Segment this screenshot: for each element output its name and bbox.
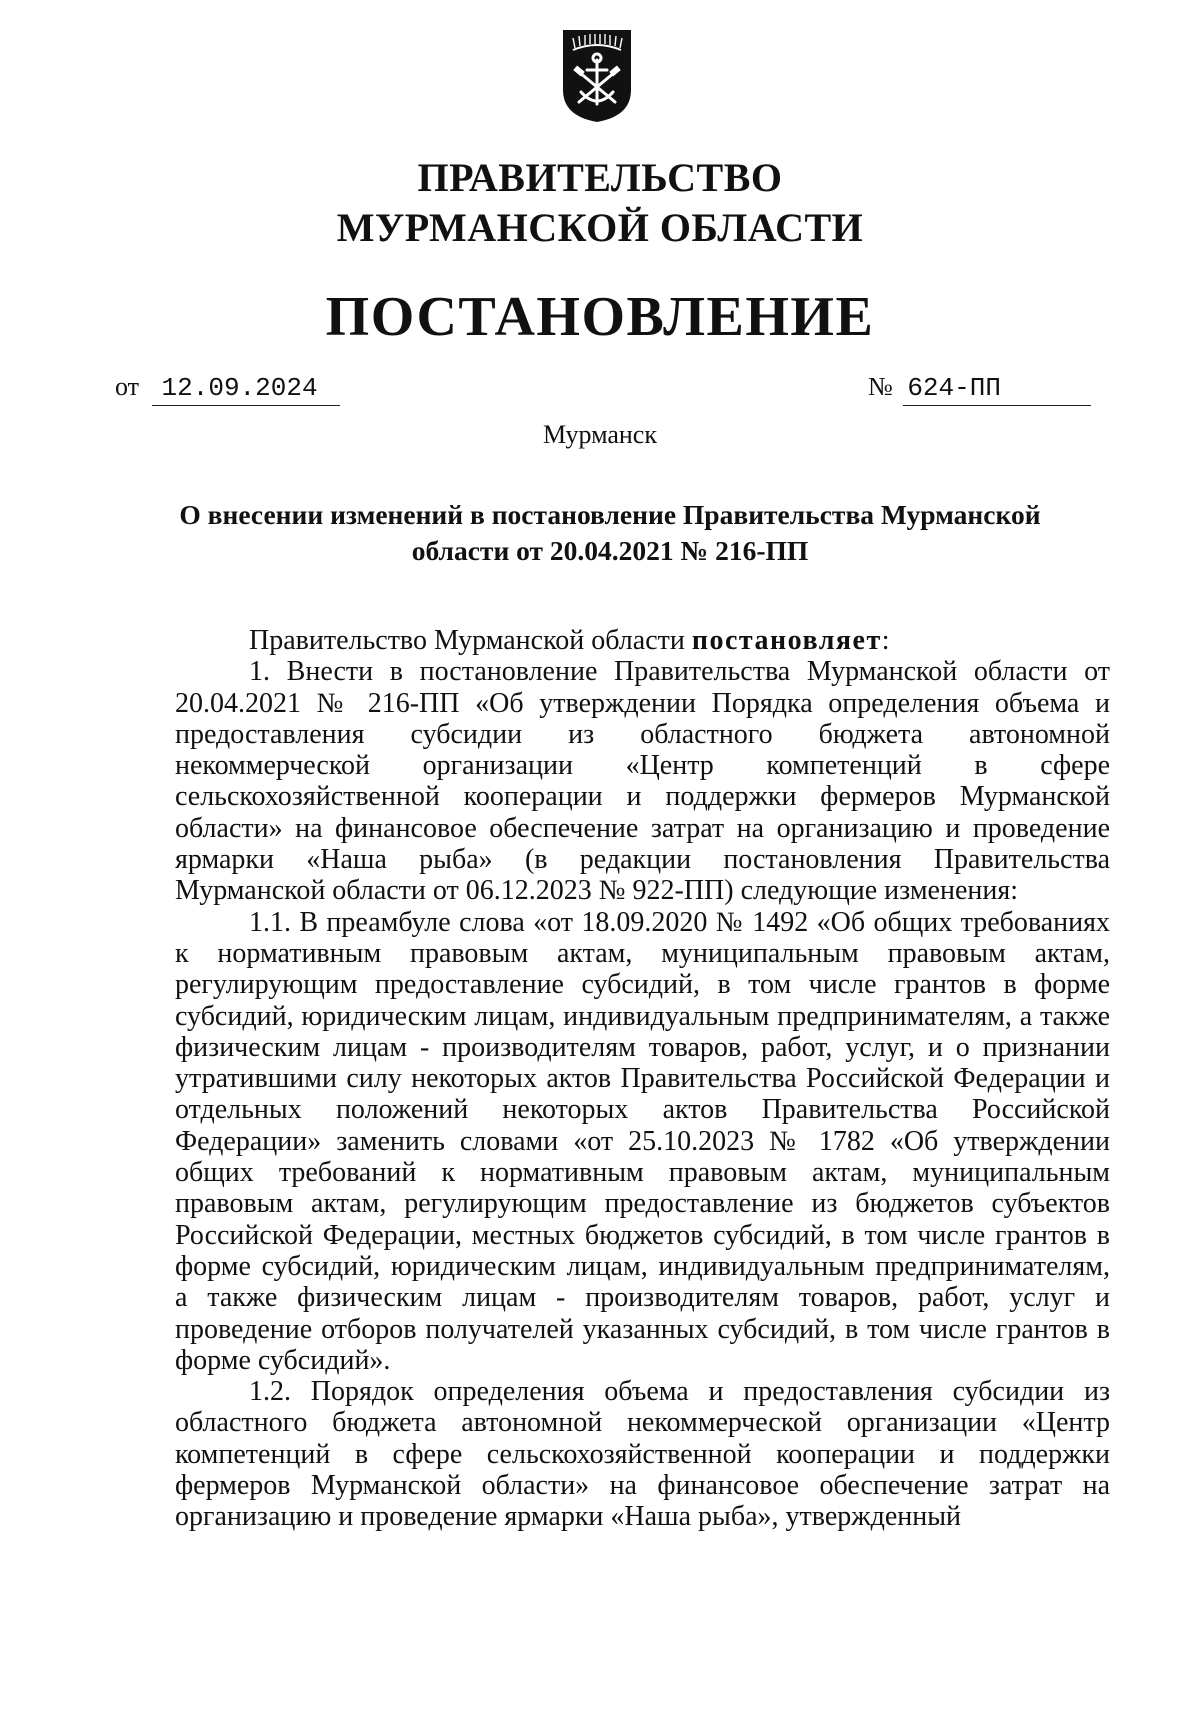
document-number: 624-ПП — [903, 371, 1091, 406]
paragraph-1-2: 1.2. Порядок определения объема и предоставления субсидии из областного бюджета автономной некоммерческой организации «Центр компетенций в сфере сельскохозяйственной кооперации и поддержки фермеров Мурманской области» на финансовое обеспечение затрат на организацию и проведение ярмарки «Наша рыба», утвержденный — [175, 1376, 1110, 1533]
number-field — [868, 370, 1091, 406]
government-name-line-1: ПРАВИТЕЛЬСТВО — [417, 155, 783, 200]
paragraph-1-1: 1.1. В преамбуле слова «от 18.09.2020 № 1492 «Об общих требованиях к нормативным правовым актам, муниципальным правовым актам, регулирующим предоставление субсидий, в том числе грантов в форме субсидий, юридическим лицам, индивидуальным предпринимателям, а также физическим лицам - производителям товаров, работ, услуг, и о признании утратившими силу некоторых актов Правительства Российской Федерации и отдельных положений некоторых актов Правительства Российской Федерации» заменить словами «от 25.10.2023 № 1782 «Об утверждении общих требований к нормативным правовым актам, муниципальным правовым актам, регулирующим предоставление из бюджетов субъектов Российской Федерации, местных бюджетов субсидий, в том числе грантов в форме субсидий, юридическим лицам, индивидуальным предпринимателям, а также физическим лицам - производителям товаров, работ, услуг и проведение отборов получателей указанных субсидий, в том числе грантов в форме субсидий». — [175, 906, 1110, 1376]
date-prefix: от — [115, 372, 140, 401]
coat-of-arms-icon — [561, 28, 633, 124]
intro-colon: : — [881, 625, 890, 656]
subject-line-2: области от 20.04.2021 № 216-ПП — [411, 535, 809, 566]
city-name: Мурманск — [543, 420, 657, 449]
document-body — [175, 625, 1110, 1533]
intro-text: Правительство Мурманской области — [249, 625, 692, 656]
intro-verb: постановляет — [691, 625, 882, 656]
document-date: 12.09.2024 — [152, 371, 340, 406]
paragraph-1: 1. Внести в постановление Правительства Мурманской области от 20.04.2021 № 216-ПП «Об утверждении Порядка определения объема и предоставления субсидии из областного бюджета автономной некоммерческой организации «Центр компетенций в сфере сельскохозяйственной кооперации и поддержки фермеров Мурманской области» на финансовое обеспечение затрат на организацию и проведение ярмарки «Наша рыба» (в редакции постановления Правительства Мурманской области от 06.12.2023 № 922-ПП) следующие изменения: — [175, 656, 1110, 907]
government-name-line-2: МУРМАНСКОЙ ОБЛАСТИ — [336, 205, 864, 250]
date-field — [115, 370, 340, 406]
document-type-title: ПОСТАНОВЛЕНИЕ — [325, 286, 875, 348]
document-subject — [150, 497, 1070, 569]
subject-line-1: О внесении изменений в постановление Правительства Мурманской — [179, 499, 1041, 530]
number-prefix: № — [868, 372, 893, 401]
body-intro — [175, 625, 1110, 656]
